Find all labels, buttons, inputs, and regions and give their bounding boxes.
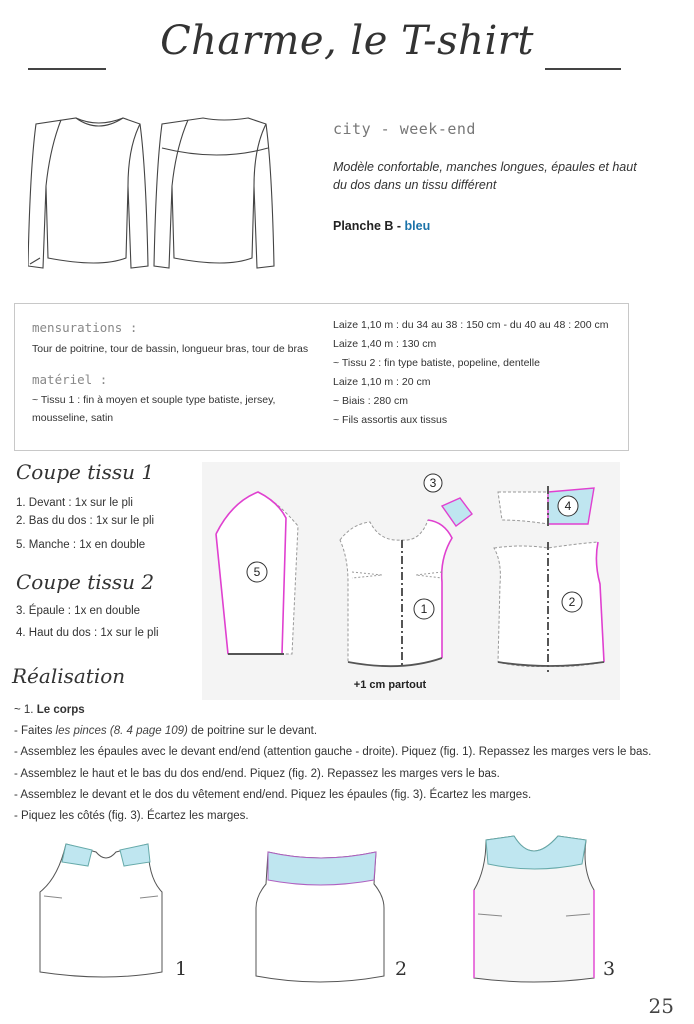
materiel-heading: matériel : [32, 372, 108, 387]
coupe1-heading: Coupe tissu 1 [16, 460, 155, 484]
coupe1-item: 2. Bas du dos : 1x sur le pli [16, 515, 155, 527]
pattern-label: 3 [429, 476, 437, 490]
fabric-line: Laize 1,10 m : 20 cm [333, 376, 431, 388]
step-line: - Assemblez les épaules avec le devant end/end (attention gauche - droite). Piquez (fig. 1). Repassez les marges vers le bas. [14, 746, 652, 758]
planche-color: bleu [404, 219, 431, 233]
figure-number: 1 [175, 958, 188, 980]
pattern-label: 5 [253, 565, 261, 579]
page-number: 25 [648, 994, 674, 1018]
realisation-heading: Réalisation [12, 664, 126, 688]
garment-sketches [28, 108, 298, 283]
figure-3-illustration [462, 830, 610, 990]
step-line: - Assemblez le devant et le dos du vêtement end/end. Piquez les épaules (fig. 3). Écartez les marges. [14, 789, 532, 801]
coupe1-item: 5. Manche : 1x en double [16, 539, 146, 551]
fabric-line: ~ Biais : 280 cm [333, 395, 408, 407]
pattern-layout-diagram [202, 462, 620, 700]
title-rule-right [545, 68, 621, 70]
pattern-label: 1 [420, 602, 428, 616]
figure-number: 2 [395, 958, 408, 980]
back-piece-2 [494, 542, 604, 672]
step-line [14, 725, 317, 737]
materiel-line: mousseline, satin [32, 412, 114, 424]
materiel-line: ~ Tissu 1 : fin à moyen et souple type batiste, jersey, [32, 394, 276, 406]
pattern-description: Modèle confortable, manches longues, épaules et haut du dos dans un tissu différent [333, 160, 637, 192]
fabric-line: Laize 1,40 m : 130 cm [333, 338, 437, 350]
step-reference-link[interactable]: les pinces (8. 4 page 109) [55, 725, 188, 737]
step-title: Le corps [36, 704, 85, 716]
step-text: - Faites [14, 725, 56, 737]
step-line: - Assemblez le haut et le bas du dos end/end. Piquez (fig. 2). Repassez les marges vers le bas. [14, 768, 500, 780]
step-text: de poitrine sur le devant. [187, 725, 318, 737]
coupe2-item: 3. Épaule : 1x en double [16, 605, 141, 617]
coupe2-heading: Coupe tissu 2 [16, 570, 155, 594]
step-prefix: ~ 1. [14, 704, 37, 716]
figure-2-illustration [250, 838, 390, 988]
pattern-label: 4 [564, 499, 572, 513]
title-rule-left [28, 68, 106, 70]
fabric-line: Laize 1,10 m : du 34 au 38 : 150 cm - du 40 au 48 : 200 cm [333, 319, 609, 331]
planche-text: Planche B - [333, 219, 405, 233]
pattern-label: 2 [568, 595, 576, 609]
mensurations-heading: mensurations : [32, 320, 138, 335]
planche-label [333, 219, 430, 233]
front-piece-1 [340, 520, 452, 668]
fabric-line: ~ Fils assortis aux tissus [333, 414, 448, 426]
fabric-line: ~ Tissu 2 : fin type batiste, popeline, dentelle [333, 357, 540, 369]
step-title-row [14, 704, 85, 716]
pattern-caption: +1 cm partout [353, 679, 427, 691]
style-tag: city - week-end [333, 120, 476, 138]
figure-number: 3 [603, 958, 616, 980]
step-line: - Piquez les côtés (fig. 3). Écartez les marges. [14, 810, 249, 822]
page-title: Charme, le T-shirt [160, 18, 534, 64]
coupe2-item: 4. Haut du dos : 1x sur le pli [16, 627, 159, 639]
mensurations-text: Tour de poitrine, tour de bassin, longueur bras, tour de bras [32, 343, 309, 355]
figure-1-illustration [36, 838, 176, 988]
coupe1-item: 1. Devant : 1x sur le pli [16, 497, 133, 509]
